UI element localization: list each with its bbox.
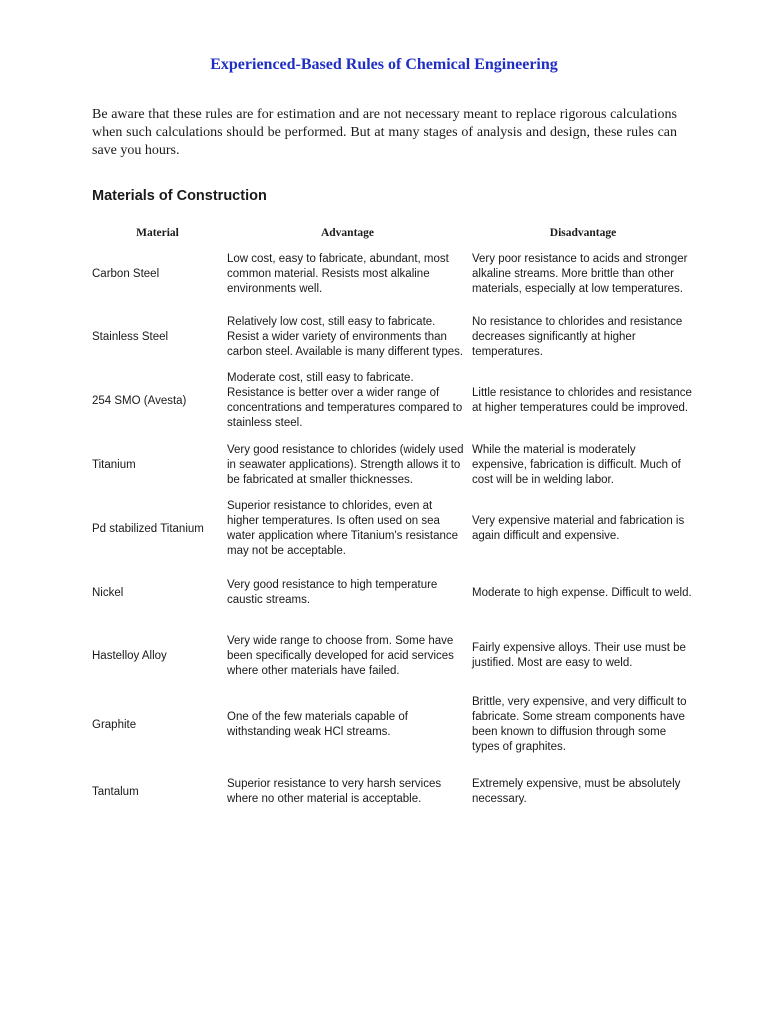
- disadvantage-cell: Moderate to high expense. Difficult to weld.: [472, 586, 692, 599]
- disadvantage-cell: Brittle, very expensive, and very difficult to fabricate. Some stream components have been known to diffusion through some types of graphites.: [472, 696, 687, 753]
- material-cell: Pd stabilized Titanium: [92, 522, 204, 535]
- advantage-cell: Relatively low cost, still easy to fabricate. Resist a wider variety of environments than carbon steel. Available is many different types.: [227, 315, 464, 358]
- table-row: [90, 561, 696, 625]
- column-header-material: Material: [136, 227, 179, 239]
- table-header-row: [90, 222, 696, 244]
- material-cell: Stainless Steel: [92, 330, 169, 343]
- advantage-cell: Moderate cost, still easy to fabricate. Resistance is better over a wider range of concentrations and temperatures compared to stainless steel.: [227, 372, 463, 429]
- column-header-disadvantage: Disadvantage: [549, 227, 617, 239]
- advantage-cell: Very good resistance to high temperature caustic streams.: [227, 579, 438, 606]
- table-row: [90, 687, 696, 763]
- advantage-cell: Superior resistance to chlorides, even at higher temperatures. Is often used on sea water application where Titanium's resistance may not be acceptable.: [227, 500, 459, 557]
- advantage-cell: Very wide range to choose from. Some have been specifically developed for acid services where other materials have failed.: [227, 634, 454, 677]
- disadvantage-cell: Very poor resistance to acids and stronger alkaline streams. More brittle than other materials, especially at low temperatures.: [472, 253, 688, 295]
- disadvantage-cell: Little resistance to chlorides and resistance at higher temperatures could be improved.: [472, 387, 692, 414]
- material-cell: Graphite: [92, 718, 137, 731]
- disadvantage-cell: Fairly expensive alloys. Their use must be justified. Most are easy to weld.: [472, 642, 686, 669]
- column-header-advantage: Advantage: [320, 227, 375, 239]
- table-row: [90, 433, 696, 497]
- intro-paragraph: Be aware that these rules are for estimation and are not necessary meant to replace rigorous calculations when such calculations should be performed. But at many stages of analysis and design, these rules can save you hours.: [92, 107, 677, 158]
- table-row: [90, 305, 696, 369]
- table-row: [90, 625, 696, 687]
- material-cell: 254 SMO (Avesta): [92, 394, 187, 407]
- table-row: [90, 369, 696, 433]
- advantage-cell: Low cost, easy to fabricate, abundant, most common material. Resists most alkaline environments well.: [227, 253, 449, 295]
- material-cell: Titanium: [92, 458, 136, 471]
- material-cell: Hastelloy Alloy: [92, 649, 167, 662]
- disadvantage-cell: No resistance to chlorides and resistance decreases significantly at higher temperatures.: [472, 315, 683, 358]
- advantage-cell: One of the few materials capable of withstanding weak HCl streams.: [227, 711, 408, 738]
- disadvantage-cell: While the material is moderately expensive, fabrication is difficult. Much of cost will be in welding labor.: [472, 443, 681, 486]
- advantage-cell: Very good resistance to chlorides (widely used in seawater applications). Strength allows it to be fabricated at smaller thicknesses.: [227, 443, 464, 486]
- materials-table: [90, 222, 696, 821]
- disadvantage-cell: Extremely expensive, must be absolutely necessary.: [472, 778, 681, 805]
- material-cell: Nickel: [92, 586, 124, 599]
- disadvantage-cell: Very expensive material and fabrication is again difficult and expensive.: [472, 515, 685, 542]
- table-row: [90, 497, 696, 561]
- advantage-cell: Superior resistance to very harsh services where no other material is acceptable.: [227, 778, 442, 805]
- table-row: [90, 244, 696, 305]
- table-row: [90, 763, 696, 821]
- document-title: Experienced-Based Rules of Chemical Engineering: [210, 56, 558, 73]
- material-cell: Carbon Steel: [92, 268, 160, 280]
- section-heading: Materials of Construction: [92, 188, 267, 204]
- material-cell: Tantalum: [92, 785, 139, 798]
